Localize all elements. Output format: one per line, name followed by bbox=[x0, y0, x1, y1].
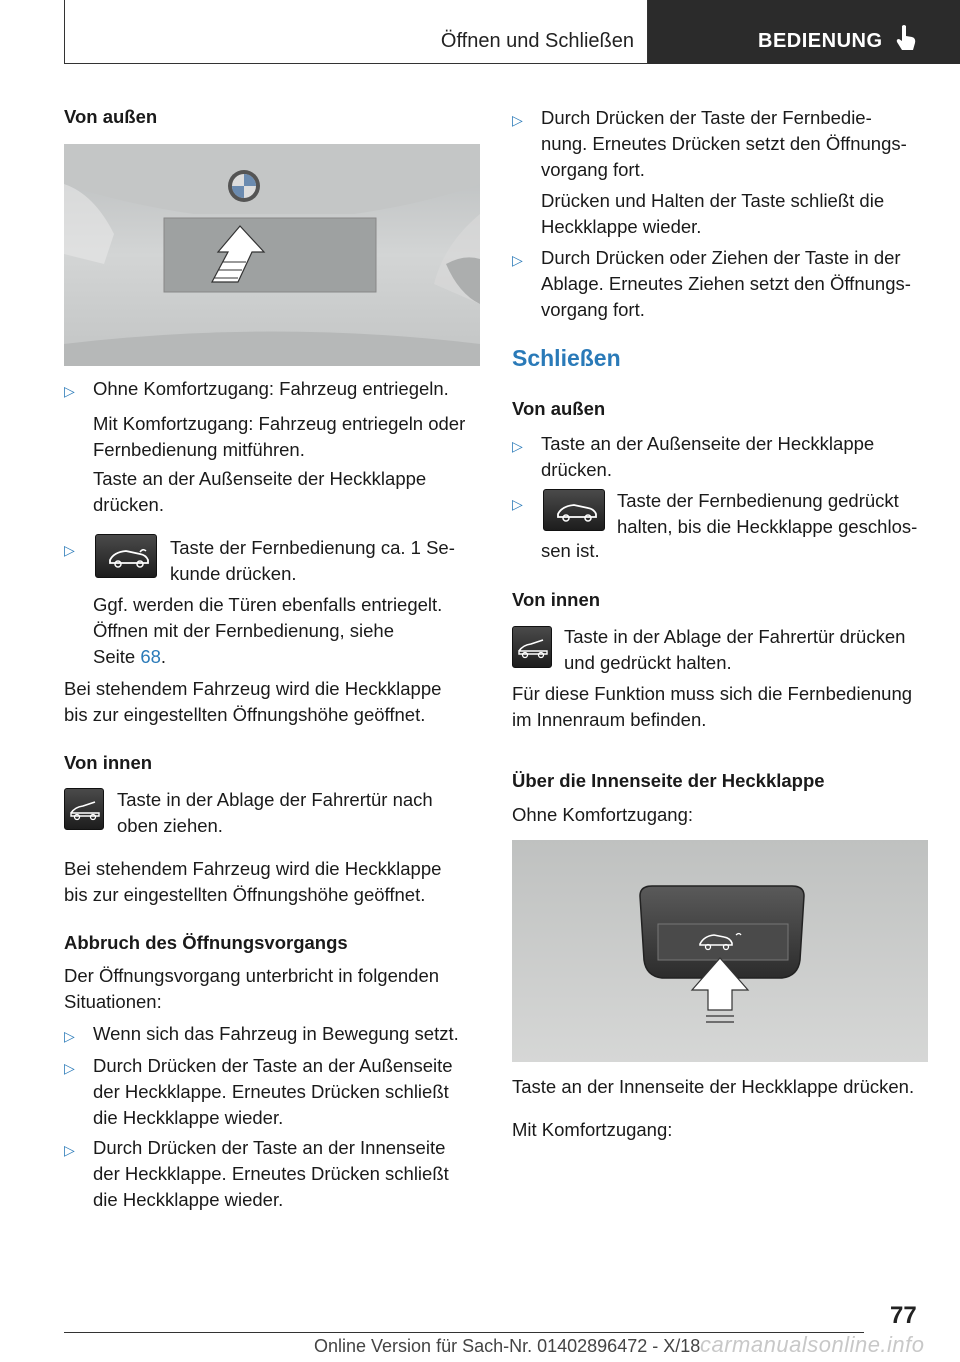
paragraph: Ablage. Erneutes Ziehen setzt den Öffnungs‐ bbox=[541, 273, 911, 294]
paragraph: bis zur eingestellten Öffnungshöhe geöffnet. bbox=[64, 884, 426, 905]
section-title: Öffnen und Schließen bbox=[440, 30, 634, 52]
bullet-marker: ▷ bbox=[512, 252, 523, 268]
bullet-marker: ▷ bbox=[512, 438, 523, 454]
paragraph: Taste an der Außenseite der Heckklappe bbox=[93, 468, 427, 489]
watermark: carmanualsonline.info bbox=[700, 1332, 925, 1357]
bullet-marker: ▷ bbox=[64, 1142, 75, 1158]
bullet-marker: ▷ bbox=[64, 383, 75, 399]
bullet-text: Taste der Fernbedienung ca. 1 Se‐ bbox=[170, 537, 455, 558]
heading-abbruch: Abbruch des Öffnungsvorgangs bbox=[64, 932, 348, 953]
bullet-text: Durch Drücken der Taste an der Außenseite bbox=[93, 1055, 453, 1076]
trunk-door-button-icon bbox=[512, 626, 552, 668]
bullet-text: Taste der Fernbedienung gedrückt bbox=[617, 490, 899, 511]
paragraph bbox=[93, 644, 166, 670]
paragraph: Situationen: bbox=[64, 991, 162, 1012]
paragraph: die Heckklappe wieder. bbox=[93, 1107, 284, 1128]
trunk-door-button-icon bbox=[64, 788, 104, 830]
paragraph: kunde drücken. bbox=[170, 563, 297, 584]
page-link-68[interactable]: 68 bbox=[140, 646, 161, 667]
paragraph: Taste an der Innenseite der Heckklappe drücken. bbox=[512, 1076, 915, 1097]
chapter-tab bbox=[648, 0, 960, 64]
heading-von-innen: Von innen bbox=[64, 752, 153, 773]
paragraph: und gedrückt halten. bbox=[564, 652, 732, 673]
heading-schliessen: Schließen bbox=[512, 345, 621, 371]
paragraph: Drücken und Halten der Taste schließt die bbox=[541, 190, 885, 211]
heading-ueber-innenseite: Über die Innenseite der Heckklappe bbox=[512, 770, 825, 791]
paragraph: der Heckklappe. Erneutes Drücken schließt bbox=[93, 1163, 449, 1184]
bullet-text: Ohne Komfortzugang: Fahrzeug entriegeln. bbox=[93, 378, 449, 399]
paragraph: vorgang fort. bbox=[541, 159, 645, 180]
paragraph: Heckklappe wieder. bbox=[541, 216, 702, 237]
paragraph: im Innenraum befinden. bbox=[512, 709, 707, 730]
pointing-hand-icon bbox=[894, 24, 918, 52]
paragraph: der Heckklappe. Erneutes Drücken schließt bbox=[93, 1081, 449, 1102]
bullet-text: Durch Drücken der Taste an der Innenseite bbox=[93, 1137, 446, 1158]
paragraph: Mit Komfortzugang: Fahrzeug entriegeln oder bbox=[93, 413, 466, 434]
paragraph: Der Öffnungsvorgang unterbricht in folgenden bbox=[64, 965, 440, 986]
trunk-remote-key-icon bbox=[543, 489, 605, 531]
paragraph: die Heckklappe wieder. bbox=[93, 1189, 284, 1210]
heading-von-aussen: Von außen bbox=[512, 398, 606, 419]
paragraph: oben ziehen. bbox=[117, 815, 223, 836]
bullet-text: Wenn sich das Fahrzeug in Bewegung setzt. bbox=[93, 1023, 459, 1044]
trunk-inner-button-image bbox=[512, 840, 928, 1062]
bullet-text: Durch Drücken der Taste der Fernbedie‐ bbox=[541, 107, 872, 128]
paragraph: Für diese Funktion muss sich die Fernbedienung bbox=[512, 683, 913, 704]
paragraph: drücken. bbox=[541, 459, 612, 480]
footer-online-version: Online Version für Sach-Nr. 01402896472 - X/18 bbox=[314, 1336, 701, 1356]
paragraph: Taste in der Ablage der Fahrertür drücken bbox=[564, 626, 906, 647]
bullet-marker: ▷ bbox=[512, 112, 523, 128]
text: Seite bbox=[93, 646, 141, 667]
page-header bbox=[64, 0, 960, 66]
bullet-text: Durch Drücken oder Ziehen der Taste in der bbox=[541, 247, 901, 268]
trunk-exterior-image bbox=[64, 144, 480, 366]
paragraph: Fernbedienung mitführen. bbox=[93, 439, 305, 460]
paragraph: sen ist. bbox=[541, 540, 600, 561]
paragraph: Bei stehendem Fahrzeug wird die Heckklappe bbox=[64, 858, 442, 879]
paragraph: Ohne Komfortzugang: bbox=[512, 804, 693, 825]
chapter-title: BEDIENUNG bbox=[758, 30, 883, 52]
bullet-marker: ▷ bbox=[64, 542, 75, 558]
bullet-marker: ▷ bbox=[64, 1028, 75, 1044]
page-number: 77 bbox=[890, 1302, 917, 1329]
bullet-text: Taste an der Außenseite der Heckklappe bbox=[541, 433, 875, 454]
trunk-remote-key-icon bbox=[95, 534, 157, 578]
paragraph: vorgang fort. bbox=[541, 299, 645, 320]
paragraph: Bei stehendem Fahrzeug wird die Heckklappe bbox=[64, 678, 442, 699]
paragraph: drücken. bbox=[93, 494, 164, 515]
bullet-marker: ▷ bbox=[512, 496, 523, 512]
paragraph: Öffnen mit der Fernbedienung, siehe bbox=[93, 620, 394, 641]
heading-von-innen: Von innen bbox=[512, 589, 601, 610]
paragraph: Ggf. werden die Türen ebenfalls entriegelt. bbox=[93, 594, 443, 615]
bullet-marker: ▷ bbox=[64, 1060, 75, 1076]
paragraph: nung. Erneutes Drücken setzt den Öffnungs‐ bbox=[541, 133, 907, 154]
text: . bbox=[160, 646, 167, 667]
paragraph: Mit Komfortzugang: bbox=[512, 1119, 673, 1140]
paragraph: bis zur eingestellten Öffnungshöhe geöffnet. bbox=[64, 704, 426, 725]
paragraph: Taste in der Ablage der Fahrertür nach bbox=[117, 789, 433, 810]
paragraph: halten, bis die Heckklappe geschlos‐ bbox=[617, 516, 918, 537]
heading-von-aussen: Von außen bbox=[64, 106, 158, 127]
